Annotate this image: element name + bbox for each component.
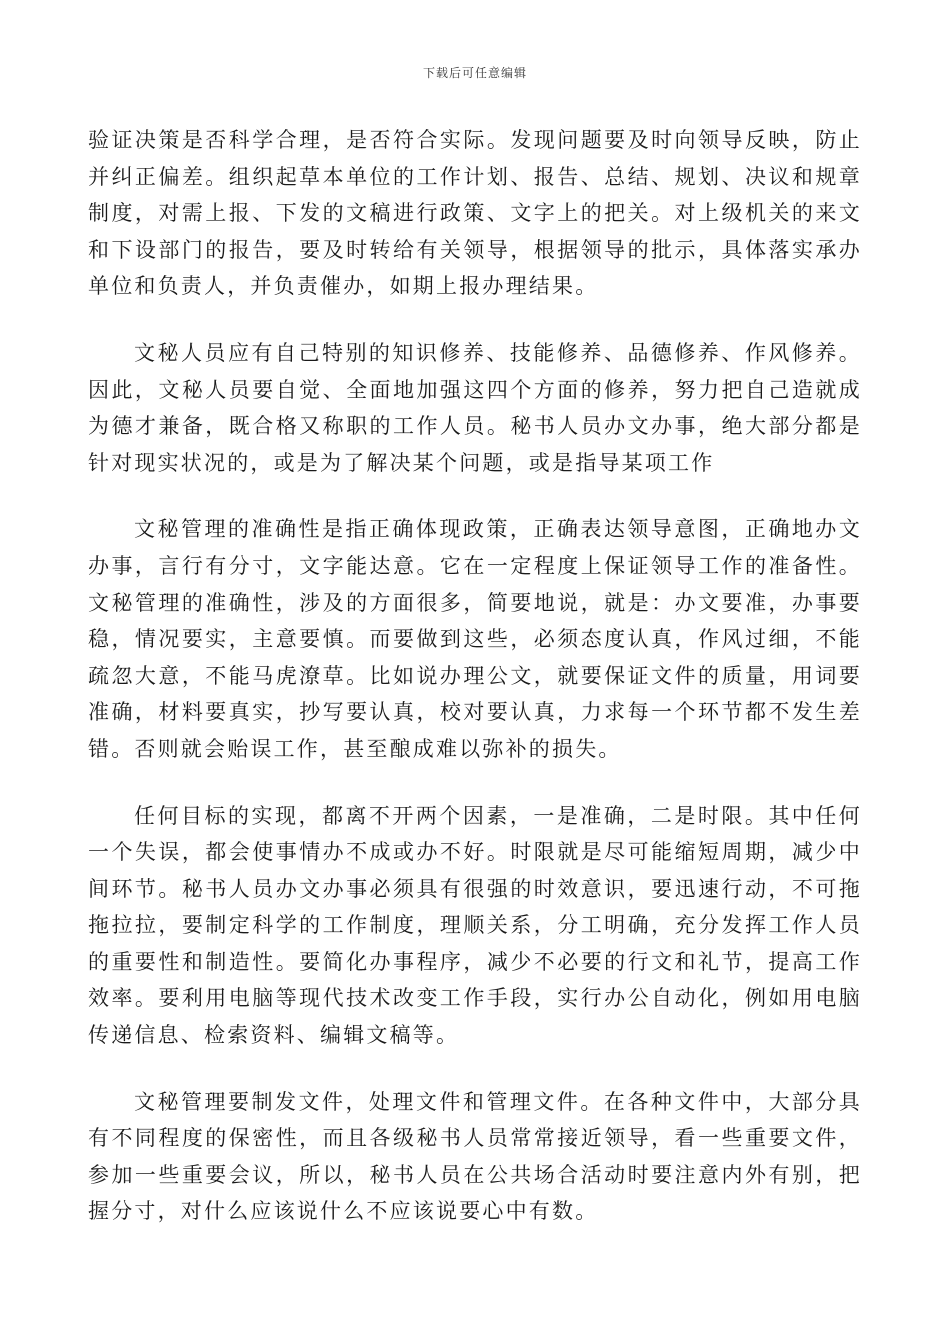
paragraph-4: 任何目标的实现，都离不开两个因素，一是准确，二是时限。其中任何一个失误，都会使事情办不成或办不好。时限就是尽可能缩短周期，减少中间环节。秘书人员办文办事必须具有很强的时效意识，要迅速行动，不可拖拖拉拉，要制定科学的工作制度，理顺关系，分工明确，充分发挥工作人员的重要性和制造性。要简化办事程序，减少不必要的行文和礼节，提高工作效率。要利用电脑等现代技术改变工作手段，实行办公自动化，例如用电脑传递信息、检索资料、编辑文稿等。: [88, 803, 862, 1048]
document-body: [88, 122, 862, 1260]
paragraph-2: 文秘人员应有自己特别的知识修养、技能修养、品德修养、作风修养。因此，文秘人员要自觉、全面地加强这四个方面的修养，努力把自己造就成为德才兼备，既合格又称职的工作人员。秘书人员办文办事，绝大部分都是针对现实状况的，或是为了解决某个问题，或是指导某项工作: [88, 340, 862, 475]
paragraph-3: 文秘管理的准确性是指正确体现政策，正确表达领导意图，正确地办文办事，言行有分寸，文字能达意。它在一定程度上保证领导工作的准备性。文秘管理的准确性，涉及的方面很多，简要地说，就是：办文要准，办事要稳，情况要实，主意要慎。而要做到这些，必须态度认真，作风过细，不能疏忽大意，不能马虎潦草。比如说办理公文，就要保证文件的质量，用词要准确，材料要真实，抄写要认真，校对要认真，力求每一个环节都不发生差错。否则就会贻误工作，甚至酿成难以弥补的损失。: [88, 517, 862, 761]
paragraph-5: 文秘管理要制发文件，处理文件和管理文件。在各种文件中，大部分具有不同程度的保密性，而且各级秘书人员常常接近领导，看一些重要文件，参加一些重要会议，所以，秘书人员在公共场合活动时要注意内外有别，把握分寸，对什么应该说什么不应该说要心中有数。: [88, 1089, 862, 1224]
paragraph-1: 验证决策是否科学合理，是否符合实际。发现问题要及时向领导反映，防止并纠正偏差。组织起草本单位的工作计划、报告、总结、规划、决议和规章制度，对需上报、下发的文稿进行政策、文字上的把关。对上级机关的来文和下设部门的报告，要及时转给有关领导，根据领导的批示，具体落实承办单位和负责人，并负责催办，如期上报办理结果。: [88, 128, 862, 299]
page-header-note: 下载后可任意编辑: [422, 66, 527, 80]
